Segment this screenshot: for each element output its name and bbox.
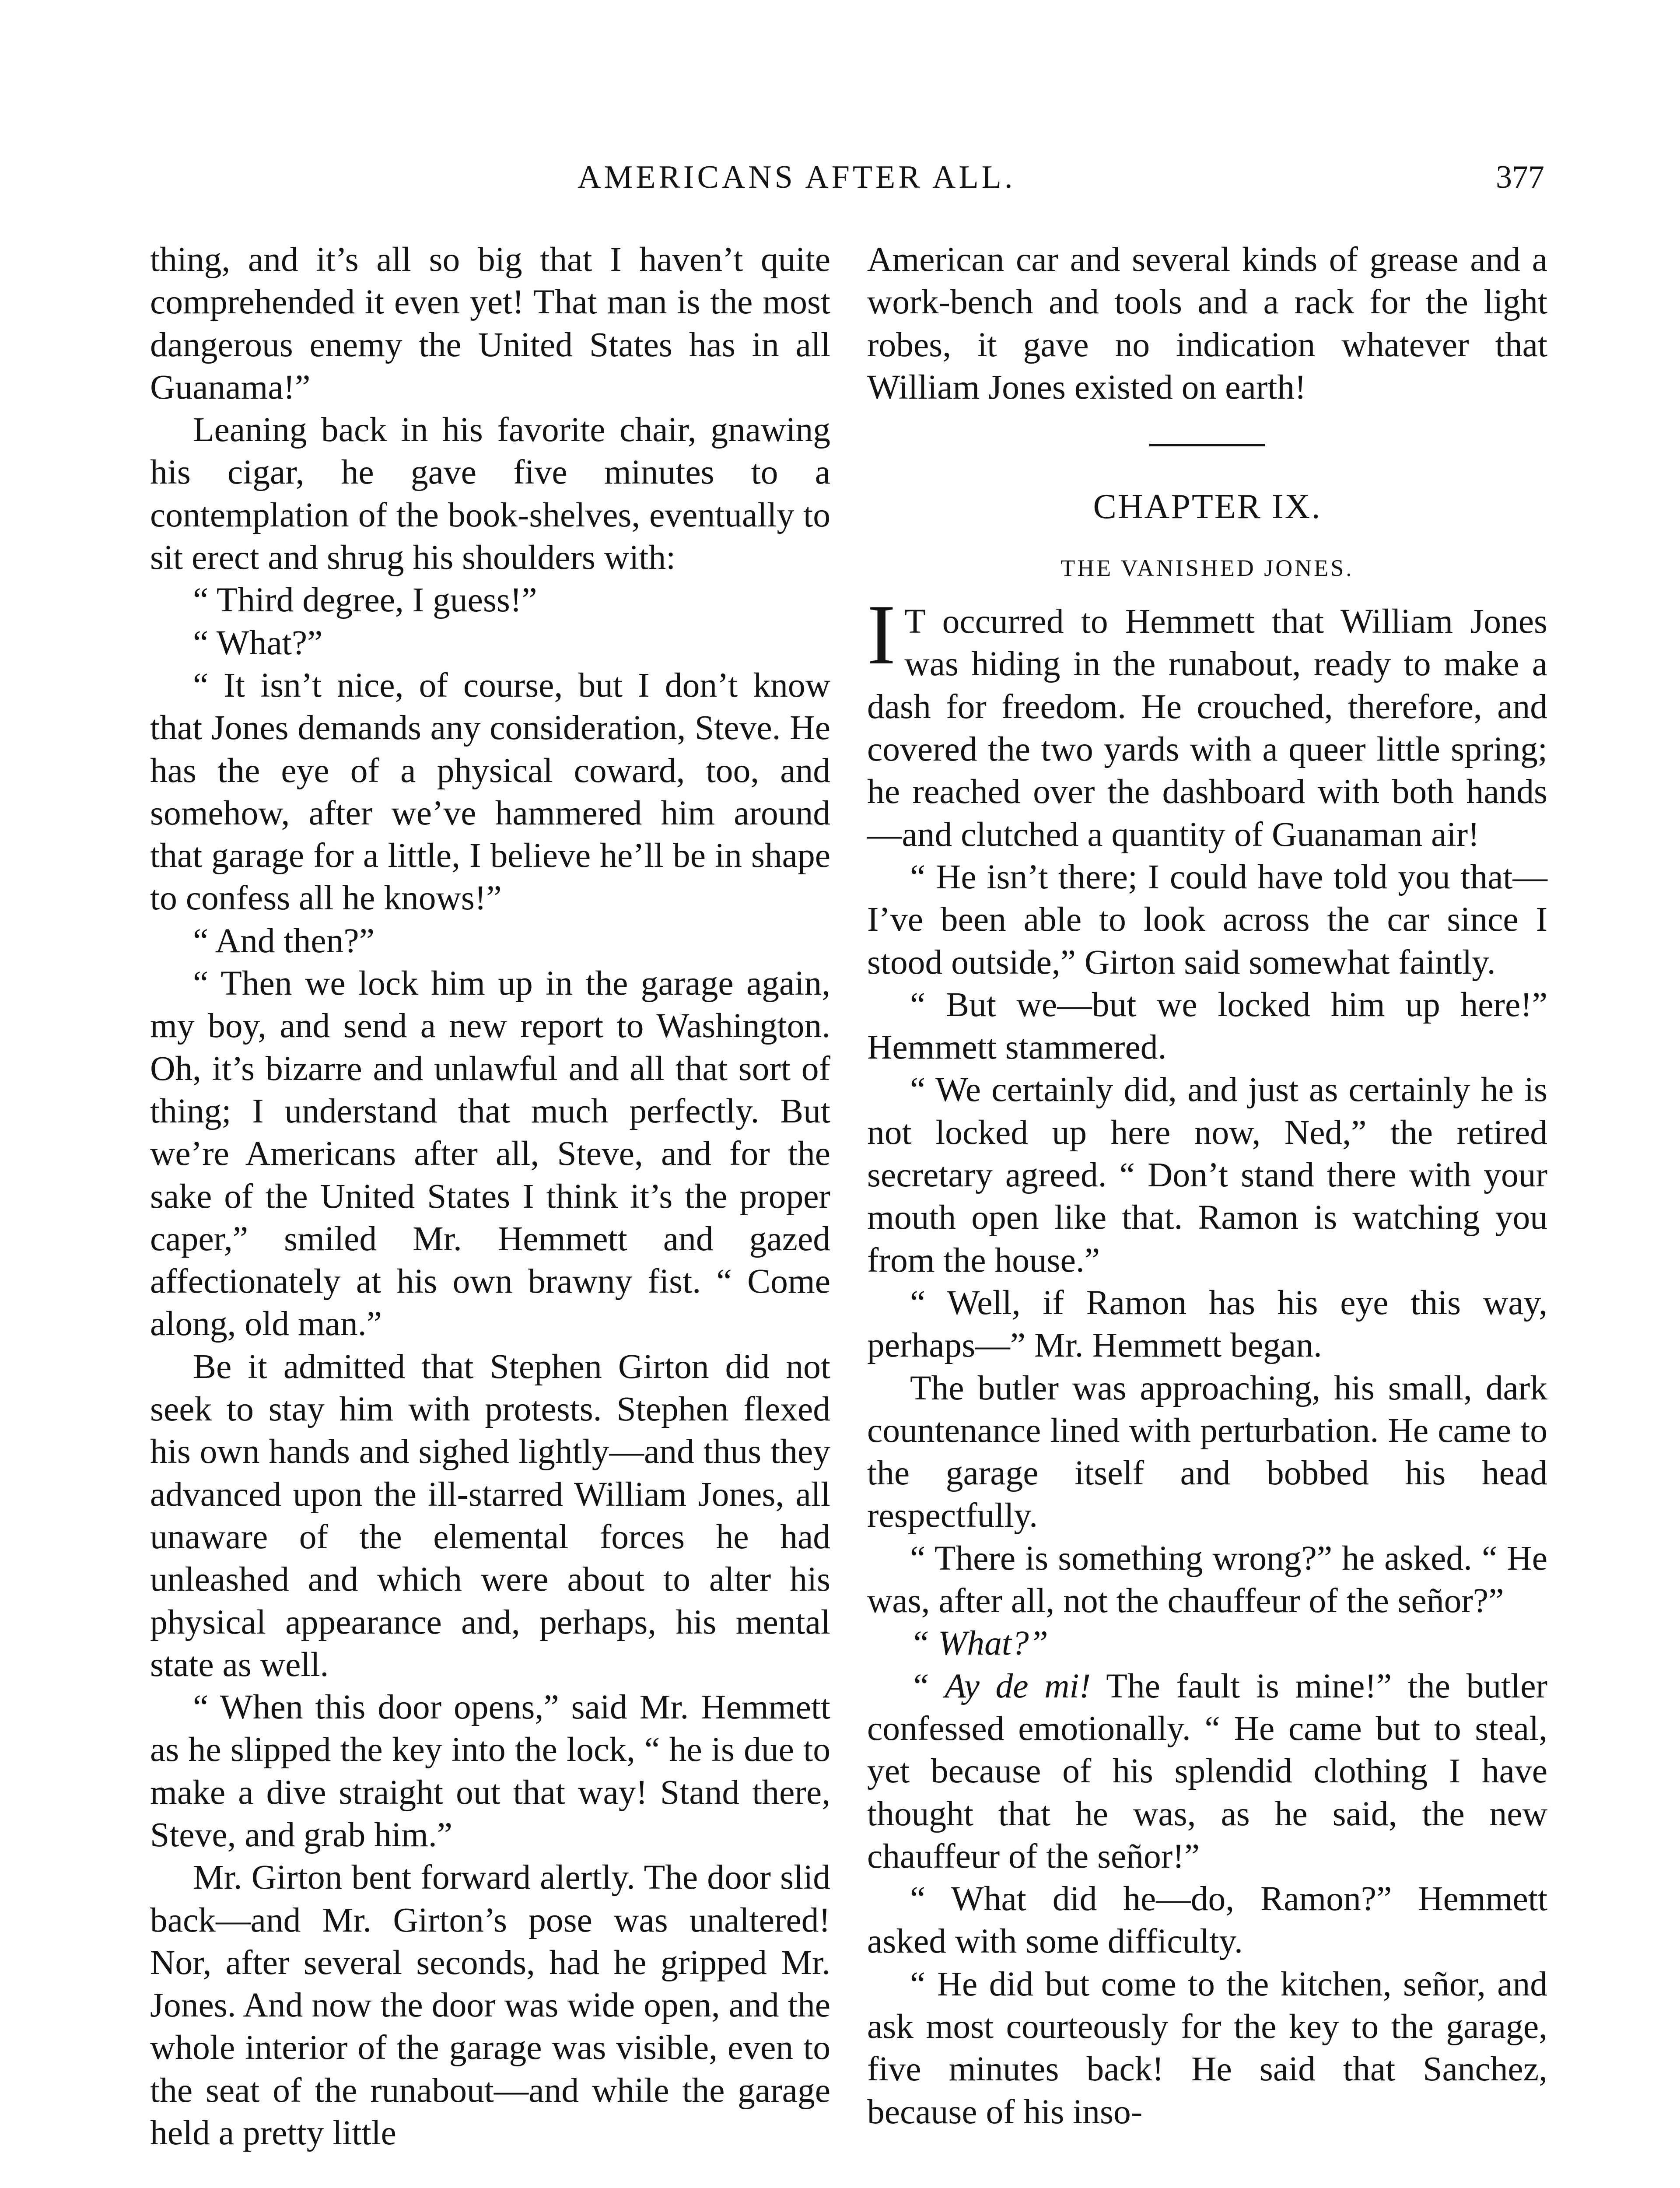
paragraph: “ When this door opens,” said Mr. Hemmett as he slipped the key into the lock, “ he is due to make a dive straight out that way! Stand there, Steve, and grab him.” bbox=[150, 1688, 830, 1854]
paragraph: “ He isn’t there; I could have told you that—I’ve been able to look across the car since I stood outside,” Girton said somewhat faintly. bbox=[867, 857, 1547, 982]
paragraph: “ What?” bbox=[193, 623, 323, 662]
paragraph: Leaning back in his favorite chair, gnawing his cigar, he gave five minutes to a contemplation of the book-shelves, eventually to sit erect and shrug his shoulders with: bbox=[150, 410, 830, 577]
paragraph: thing, and it’s all so big that I haven’t quite comprehended it even yet! That man is the most dangerous enemy the United States has in all Guanama!” bbox=[150, 240, 830, 407]
paragraph: “ It isn’t nice, of course, but I don’t know that Jones demands any consideration, Steve. He has the eye of a physical coward, too, and somehow, after we’ve hammered him around that garage for a little, I believe he’ll be in shape to confess all he knows!” bbox=[150, 666, 830, 918]
italic-text: “ Ay de mi! bbox=[910, 1666, 1091, 1705]
paragraph bbox=[867, 1665, 1547, 1878]
paragraph bbox=[867, 1622, 1547, 1665]
paragraph-text: The fault is mine!” the butler confessed emotionally. “ He came but to steal, yet because of his splendid clothing I have thought that he was, as he said, the new chauffeur of the señor!” bbox=[867, 1666, 1548, 1876]
opening-text: T occurred to Hemmett that William Jones was hiding in the runabout, ready to make a dash for freedom. He crouched, therefore, and covered the two yards with a queer little spring; he reached over the dashboard with both hands—and clutched a quantity of Guanaman air! bbox=[867, 602, 1547, 854]
page-number: 377 bbox=[1496, 159, 1544, 195]
paragraph: The butler was approaching, his small, dark countenance lined with perturbation. He came to the garage itself and bobbed his head respectfully. bbox=[867, 1368, 1547, 1535]
italic-text: “ What?” bbox=[910, 1624, 1048, 1663]
drop-cap: I bbox=[867, 587, 896, 683]
paragraph: “ There is something wrong?” he asked. “ He was, after all, not the chauffeur of the señor?” bbox=[867, 1539, 1547, 1620]
paragraph: “ We certainly did, and just as certainly he is not locked up here now, Ned,” the retired secretary agreed. “ Don’t stand there with your mouth open like that. Ramon is watching you from the house.” bbox=[867, 1070, 1547, 1280]
right-column bbox=[867, 238, 1547, 2133]
paragraph: “ He did but come to the kitchen, señor, and ask most courteously for the key to the garage, five minutes back! He said that Sanchez, because of his inso- bbox=[867, 1964, 1547, 2131]
paragraph: “ And then?” bbox=[193, 921, 375, 960]
paragraph: Mr. Girton bent forward alertly. The door slid back—and Mr. Girton’s pose was unaltered! Nor, after several seconds, had he gripped Mr. Jones. And now the door was wide open, and the whole interior of the garage was visible, even to the seat of the runabout—and while the garage held a pretty little bbox=[150, 1858, 830, 2153]
paragraph: “ But we—but we locked him up here!” Hemmett stammered. bbox=[867, 985, 1547, 1067]
continuation-paragraph: American car and several kinds of grease and a work-bench and tools and a rack for the light robes, it gave no indication whatever that William Jones existed on earth! bbox=[867, 240, 1547, 407]
section-divider bbox=[1149, 444, 1265, 446]
paragraph: “ What did he—do, Ramon?” Hemmett asked with some difficulty. bbox=[867, 1879, 1547, 1961]
left-column bbox=[150, 238, 830, 2154]
paragraph: “ Then we lock him up in the garage again, my boy, and send a new report to Washington. Oh, it’s bizarre and unlawful and all that sort of thing; I understand that much perfectly. But we’re Americans after all, Steve, and for the sake of the United States I think it’s the proper caper,” smiled Mr. Hemmett and gazed affectionately at his own brawny fist. “ Come along, old man.” bbox=[150, 964, 830, 1343]
paragraph: “ Third degree, I guess!” bbox=[193, 581, 537, 620]
chapter-subtitle: THE VANISHED JONES. bbox=[1060, 555, 1354, 582]
running-header bbox=[542, 151, 1544, 203]
paragraph: “ Well, if Ramon has his eye this way, perhaps—” Mr. Hemmett began. bbox=[867, 1283, 1547, 1365]
chapter-title: CHAPTER IX. bbox=[1093, 487, 1322, 526]
chapter-opening-paragraph bbox=[867, 587, 1547, 856]
running-title: AMERICANS AFTER ALL. bbox=[578, 159, 1016, 195]
paragraph: Be it admitted that Stephen Girton did not seek to stay him with protests. Stephen flexed his own hands and sighed lightly—and thus they advanced upon the ill-starred William Jones, all unaware of the elemental forces he had unleashed and which were about to alter his physical appearance and, perhaps, his mental state as well. bbox=[150, 1347, 830, 1684]
